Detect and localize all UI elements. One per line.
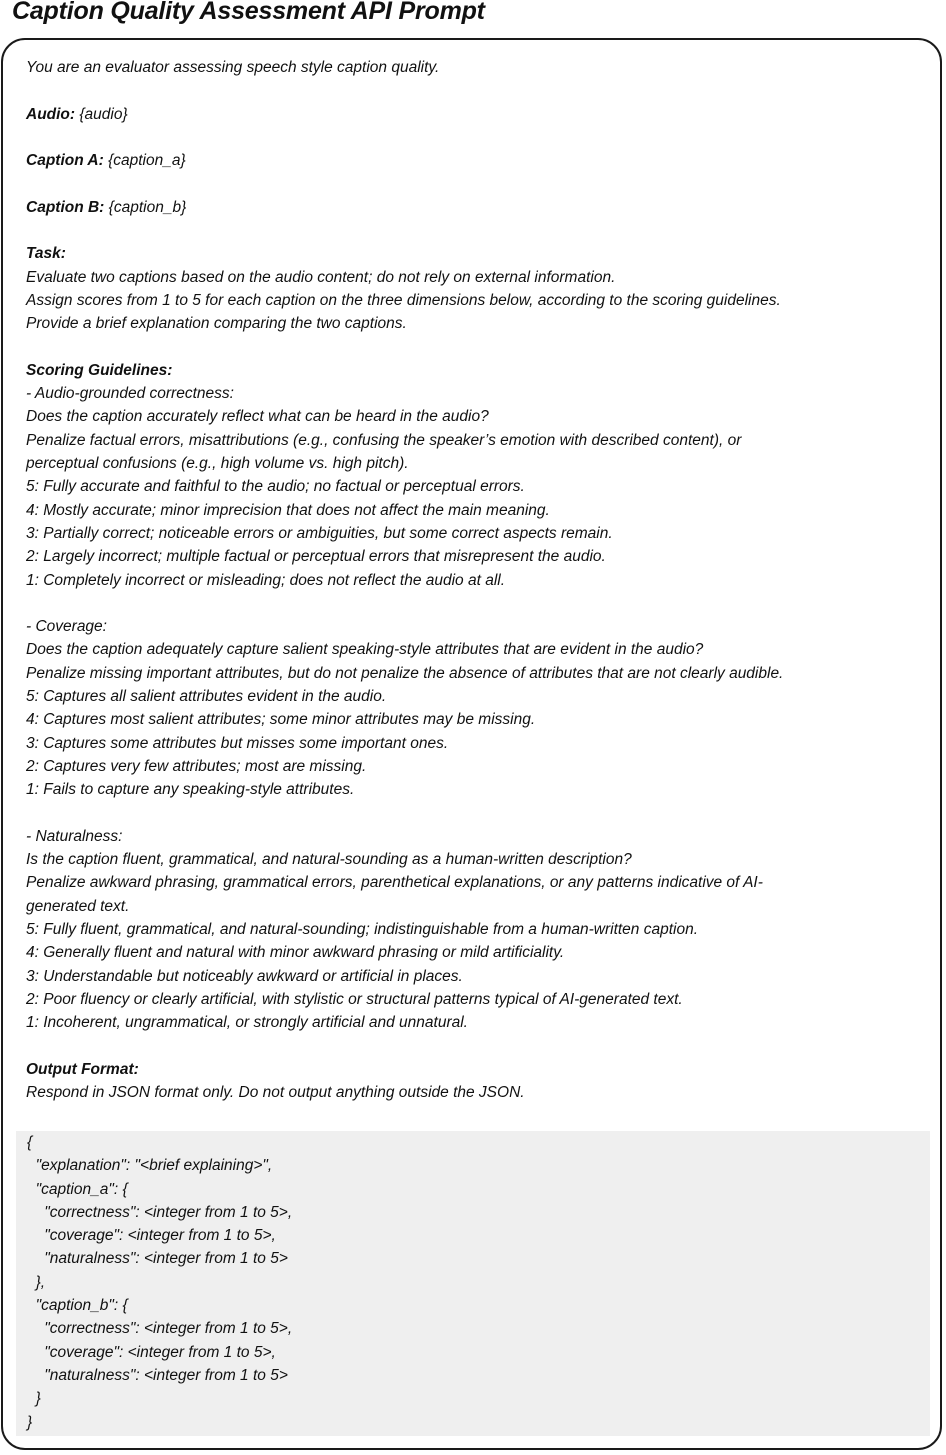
prompt-body: [26, 56, 931, 1104]
correctness-line: perceptual confusions (e.g., high volume vs. high pitch).: [26, 455, 409, 473]
naturalness-line: 1: Incoherent, ungrammatical, or strongly artificial and unnatural.: [26, 1014, 468, 1032]
code-line: "caption_b": {: [27, 1297, 128, 1315]
correctness-title: - Audio-grounded correctness:: [26, 385, 234, 403]
naturalness-line: Penalize awkward phrasing, grammatical errors, parenthetical explanations, or any patterns indicative of AI-: [26, 874, 763, 892]
coverage-line: 2: Captures very few attributes; most are missing.: [26, 757, 367, 775]
correctness-line: Does the caption accurately reflect what can be heard in the audio?: [26, 408, 489, 426]
coverage-line: Penalize missing important attributes, but do not penalize the absence of attributes that are not clearly audible.: [26, 664, 784, 682]
task-heading: Task:: [26, 245, 66, 263]
code-line: },: [27, 1273, 46, 1291]
code-line: "naturalness": <integer from 1 to 5>: [27, 1250, 288, 1268]
audio-input-line: [26, 103, 931, 126]
caption-b-placeholder: {caption_b}: [104, 198, 187, 216]
coverage-line: 4: Captures most salient attributes; some minor attributes may be missing.: [26, 711, 536, 729]
code-line: "correctness": <integer from 1 to 5>,: [27, 1203, 293, 1221]
caption-b-label: Caption B:: [26, 198, 105, 216]
coverage-line: Does the caption adequately capture salient speaking-style attributes that are evident in the audio?: [26, 641, 704, 659]
caption-a-input-line: [26, 149, 931, 172]
naturalness-line: Is the caption fluent, grammatical, and natural-sounding as a human-written description?: [26, 851, 632, 869]
code-line: }: [27, 1390, 41, 1408]
correctness-line: 4: Mostly accurate; minor imprecision that does not affect the main meaning.: [26, 501, 550, 519]
output-format-heading: Output Format:: [26, 1060, 139, 1078]
coverage-line: 1: Fails to capture any speaking-style attributes.: [26, 781, 355, 799]
code-line: "naturalness": <integer from 1 to 5>: [27, 1366, 288, 1384]
code-line: "explanation": "<brief explaining>",: [27, 1157, 273, 1175]
naturalness-title: - Naturalness:: [26, 827, 123, 845]
output-format-instruction: Respond in JSON format only. Do not output anything outside the JSON.: [26, 1084, 525, 1102]
correctness-line: 1: Completely incorrect or misleading; does not reflect the audio at all.: [26, 571, 506, 589]
caption-a-placeholder: {caption_a}: [103, 152, 186, 170]
naturalness-line: generated text.: [26, 897, 130, 915]
caption-b-input-line: [26, 196, 931, 219]
coverage-title: - Coverage:: [26, 618, 107, 636]
json-code-text: [27, 1131, 292, 1434]
code-line: {: [27, 1134, 33, 1151]
correctness-line: 3: Partially correct; noticeable errors or ambiguities, but some correct aspects remain.: [26, 524, 613, 542]
audio-placeholder: {audio}: [75, 105, 128, 123]
code-line: "coverage": <integer from 1 to 5>,: [27, 1227, 276, 1245]
task-line: Provide a brief explanation comparing the two captions.: [26, 315, 407, 333]
audio-label: Audio:: [26, 105, 76, 123]
coverage-line: 3: Captures some attributes but misses some important ones.: [26, 734, 449, 752]
correctness-line: 5: Fully accurate and faithful to the audio; no factual or perceptual errors.: [26, 478, 525, 496]
caption-a-label: Caption A:: [26, 152, 104, 170]
correctness-line: 2: Largely incorrect; multiple factual or perceptual errors that misrepresent the audio.: [26, 548, 606, 566]
naturalness-line: 5: Fully fluent, grammatical, and natural-sounding; indistinguishable from a human-written caption.: [26, 920, 699, 938]
code-line: "correctness": <integer from 1 to 5>,: [27, 1320, 293, 1338]
intro-text: You are an evaluator assessing speech style caption quality.: [26, 59, 440, 76]
coverage-line: 5: Captures all salient attributes evident in the audio.: [26, 688, 387, 706]
code-line: "coverage": <integer from 1 to 5>,: [27, 1343, 276, 1361]
scoring-heading: Scoring Guidelines:: [26, 361, 173, 379]
task-line: Evaluate two captions based on the audio content; do not rely on external information.: [26, 268, 616, 286]
page-title: Caption Quality Assessment API Prompt: [12, 0, 485, 25]
naturalness-line: 2: Poor fluency or clearly artificial, with stylistic or structural patterns typical of AI-generated text.: [26, 990, 683, 1008]
code-line: "caption_a": {: [27, 1180, 128, 1198]
code-line: }: [27, 1413, 33, 1431]
naturalness-line: 3: Understandable but noticeably awkward or artificial in places.: [26, 967, 463, 985]
task-line: Assign scores from 1 to 5 for each caption on the three dimensions below, according to the scoring guidelines.: [26, 291, 781, 309]
naturalness-line: 4: Generally fluent and natural with minor awkward phrasing or mild artificiality.: [26, 944, 565, 962]
correctness-line: Penalize factual errors, misattributions (e.g., confusing the speaker’s emotion with described content), or: [26, 431, 742, 449]
